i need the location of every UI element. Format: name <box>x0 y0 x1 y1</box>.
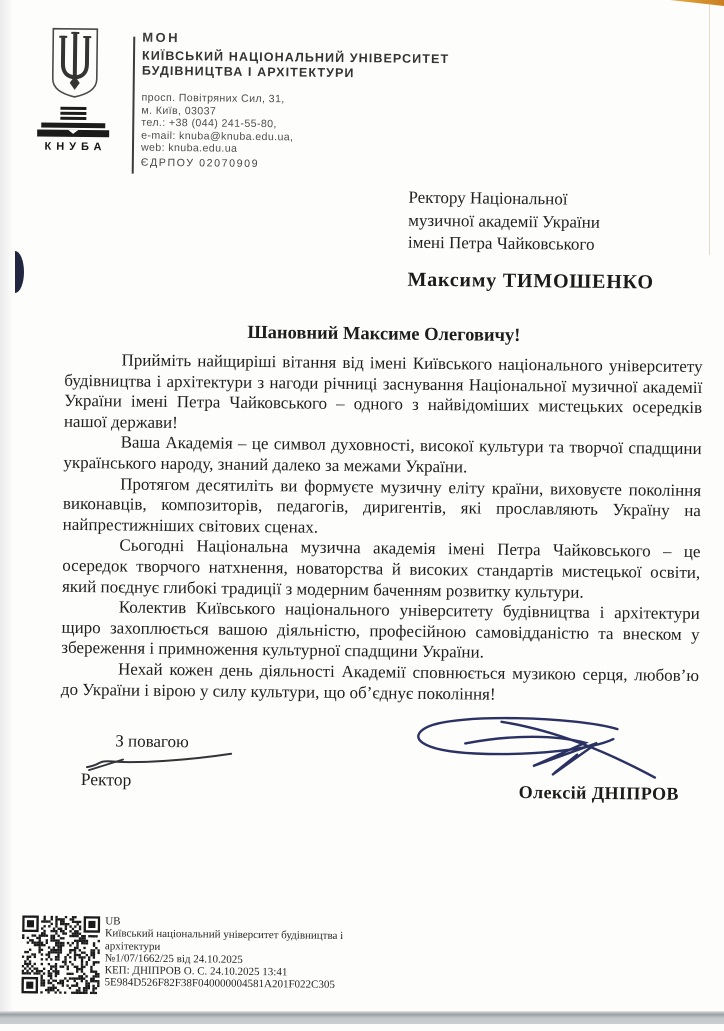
stamp-org-line2: архітектури <box>105 940 343 955</box>
stamp-org-line1: Київський національний університет будівництва і <box>105 928 343 943</box>
organization-name-line2: БУДІВНИЦТВА І АРХІТЕКТУРИ <box>142 63 622 83</box>
address-line1: просп. Повітряних Сил, 31, <box>141 92 293 106</box>
scan-bottom-edge <box>0 1011 724 1024</box>
recipient-name: Максиму ТИМОШЕНКО <box>407 268 654 293</box>
letter-body <box>61 350 703 707</box>
body-paragraph: Нехай кожен день діяльності Академії сповнюється музикою серця, любов’ю до України і вірою у силу культури, що об’єднує покоління! <box>61 659 699 707</box>
logo-notch <box>68 130 78 134</box>
scan-right-page-edge <box>709 3 710 255</box>
ministry-label: МОН <box>142 30 180 45</box>
letterhead-divider <box>132 37 136 174</box>
stamp-hash: 5E984D526F82F38F040000004581A201F022C305 <box>104 977 342 992</box>
logo-bar <box>60 117 86 121</box>
organization-name <box>142 49 622 84</box>
web-line: web: knuba.edu.ua <box>141 142 293 156</box>
edrpou-line: ЄДРПОУ 02070909 <box>141 157 293 171</box>
logo-bar <box>37 130 109 138</box>
address-line2: м. Київ, 03037 <box>141 104 293 118</box>
signer-position: Ректор <box>81 769 132 791</box>
scan-background-wedge <box>670 0 724 6</box>
stamp-doc-number: №1/07/1662/25 від 24.10.2025 <box>105 952 343 967</box>
recipient-line2: музичної академії України <box>408 209 655 234</box>
closing-regards: З повагою <box>115 731 189 752</box>
phone-line: тел.: +38 (044) 241-55-80, <box>141 117 293 131</box>
logo-bar <box>60 112 86 116</box>
recipient-line3: імені Петра Чайковського <box>408 232 655 257</box>
knuba-logo-caption: КНУБА <box>37 141 109 154</box>
contact-block <box>141 92 294 171</box>
body-paragraph: Колектив Київського національного університету будівництва і архітектури щиро захоплюється вашою діяльністю, професійною самовідданістю та внеском у збереження і примноження культурної спадщини України. <box>61 597 700 666</box>
stamp-kep-line: КЕП: ДНІПРОВ О. С. 24.10.2025 13:41 <box>105 964 343 979</box>
recipient-line1: Ректору Національної <box>408 187 655 212</box>
ukraine-trident-emblem-icon <box>50 27 101 100</box>
digital-stamp-text <box>104 915 343 991</box>
recipient-block <box>407 187 654 294</box>
body-paragraph: Прийміть найщиріші вітання від імені Київського національного університету будівництва і архітектури з нагоди річниці заснування Національної музичної академії України імені Петра Чайковського – одного з найвідоміших мистецьких осередків нашої держави! <box>64 350 703 440</box>
qr-code <box>21 915 100 994</box>
knuba-logo <box>37 106 110 153</box>
logo-bar <box>60 107 86 111</box>
organization-name-line1: КИЇВСЬКИЙ НАЦІОНАЛЬНИЙ УНІВЕРСИТЕТ <box>142 49 622 69</box>
logo-bar <box>41 123 105 129</box>
email-line: e-mail: knuba@knuba.edu.ua, <box>141 129 293 143</box>
signer-name: Олексій ДНІПРОВ <box>519 782 679 805</box>
salutation: Шановний Максиме Олеговичу! <box>65 321 703 349</box>
body-paragraph: Сьогодні Національна музична академія імені Петра Чайковського – це осередок творчого натхнення, новаторства й високих стандартів мистецької освіти, який поєднує глибокі традиції з модерним баченням розвитку культури. <box>62 535 701 604</box>
handwritten-signature <box>405 713 670 792</box>
body-paragraph: Ваша Академія – це символ духовності, високої культури та творчої спадщини українського народу, знаний далеко за межами України. <box>63 432 701 480</box>
scan-left-edge-shadow <box>0 0 13 1024</box>
body-paragraph: Протягом десятиліть ви формуєте музичну еліту країни, виховуєте покоління виконавців, композиторів, педагогів, диригентів, які прославляють Україну на найпрестижніших світових сценах. <box>63 473 702 542</box>
stamp-line-ub: UB <box>105 915 343 930</box>
